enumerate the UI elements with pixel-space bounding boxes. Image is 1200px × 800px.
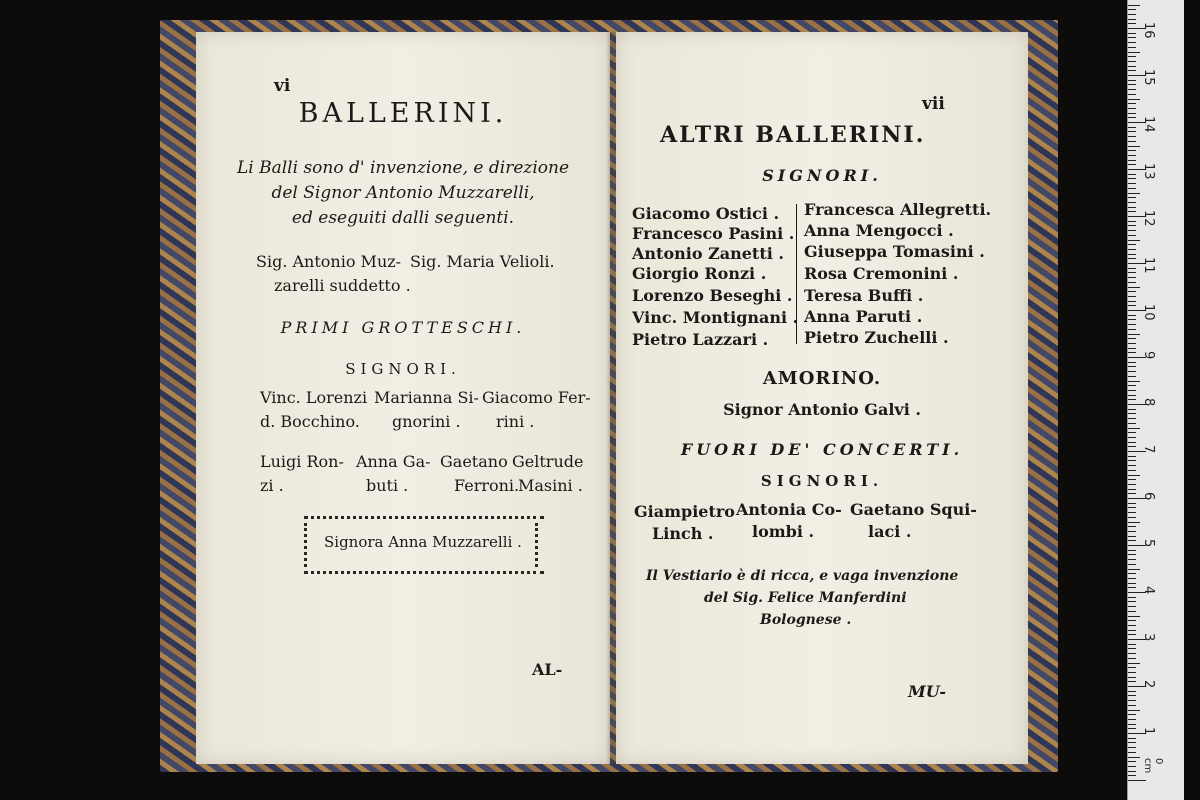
right-col-name-5: Teresa Buffi . — [804, 286, 924, 305]
ruler-tick — [1128, 338, 1136, 339]
ruler-tick — [1128, 475, 1140, 476]
ruler-tick — [1128, 578, 1136, 579]
ruler-tick — [1128, 456, 1136, 457]
ruler-tick — [1128, 141, 1136, 142]
intro-line-2: del Signor Antonio Muzzarelli, — [271, 183, 535, 203]
grotteschi-r2-c2-b: buti . — [366, 476, 409, 495]
ruler-tick — [1128, 766, 1136, 767]
ruler-tick — [1128, 329, 1136, 330]
ruler-tick — [1128, 606, 1136, 607]
ruler-tick — [1128, 348, 1136, 349]
ruler-number: 8 — [1141, 398, 1156, 407]
ruler-tick — [1128, 52, 1140, 53]
left-col-name-3: Antonio Zanetti . — [632, 244, 784, 263]
ruler-number: 12 — [1141, 210, 1156, 227]
ruler-tick — [1128, 127, 1136, 128]
measuring-ruler — [1127, 0, 1184, 800]
ruler-tick — [1128, 343, 1136, 344]
ruler-tick — [1128, 103, 1136, 104]
ruler-tick — [1128, 84, 1136, 85]
ruler-tick — [1128, 197, 1136, 198]
ruler-tick — [1128, 89, 1136, 90]
ruler-tick — [1128, 37, 1136, 38]
ruler-tick — [1128, 70, 1136, 71]
ruler-tick — [1128, 117, 1136, 118]
ruler-tick — [1128, 324, 1136, 325]
ruler-tick — [1128, 484, 1136, 485]
section-primi-grotteschi: PRIMI GROTTESCHI. — [280, 318, 526, 337]
ruler-tick — [1128, 136, 1136, 137]
ruler-tick — [1128, 352, 1136, 353]
right-col-name-2: Anna Mengocci . — [804, 221, 954, 240]
ruler-number: 4 — [1141, 586, 1156, 595]
principal-1-line-1: Sig. Antonio Muz- — [256, 252, 402, 271]
right-col-name-4: Rosa Cremonini . — [804, 264, 959, 283]
signori-label-left: SIGNORI. — [345, 360, 461, 378]
ruler-tick — [1128, 272, 1136, 273]
vestiario-line-3: Bolognese . — [760, 612, 852, 628]
ruler-tick — [1128, 771, 1136, 772]
grotteschi-r1-c2-a: Marianna Si- — [374, 388, 479, 407]
right-col-name-6: Anna Paruti . — [804, 307, 923, 326]
left-col-name-1: Giacomo Ostici . — [632, 204, 780, 223]
ruler-tick — [1128, 418, 1136, 419]
ruler-tick — [1128, 56, 1136, 57]
ruler-tick — [1128, 630, 1136, 631]
ruler-tick — [1128, 554, 1136, 555]
ruler-tick — [1128, 315, 1136, 316]
intro-line-1: Li Balli sono d' invenzione, e direzione — [236, 158, 570, 178]
ruler-tick — [1128, 164, 1136, 165]
intro-line-3: ed eseguiti dalli seguenti. — [291, 208, 515, 228]
ruler-tick — [1128, 752, 1136, 753]
fuori-name-3-b: laci . — [868, 522, 912, 541]
ruler-tick — [1128, 150, 1136, 151]
ruler-tick — [1128, 761, 1136, 762]
ruler-number: 2 — [1141, 680, 1156, 689]
ruler-tick — [1128, 522, 1140, 523]
ruler-tick — [1128, 470, 1136, 471]
page-number-right: vii — [922, 94, 945, 114]
ruler-tick — [1128, 564, 1136, 565]
ruler-tick — [1128, 409, 1136, 410]
ruler-tick — [1128, 399, 1136, 400]
ruler-tick — [1128, 230, 1136, 231]
ruler-tick — [1128, 155, 1136, 156]
ruler-tick — [1128, 724, 1136, 725]
page-number-left: vi — [274, 76, 291, 96]
ruler-tick — [1128, 634, 1136, 635]
ruler-tick — [1128, 747, 1136, 748]
ruler-tick — [1128, 611, 1136, 612]
ruler-tick — [1128, 258, 1136, 259]
ruler-tick — [1128, 625, 1136, 626]
ruler-tick — [1128, 507, 1136, 508]
ruler-tick — [1128, 672, 1136, 673]
ruler-tick — [1128, 710, 1140, 711]
grotteschi-r2-c1-a: Luigi Ron- — [260, 452, 344, 471]
ruler-number: 1 — [1141, 727, 1156, 736]
ruler-tick — [1128, 376, 1136, 377]
right-col-name-3: Giuseppa Tomasini . — [804, 242, 985, 261]
grotteschi-r2-c3-a: Gaetano — [440, 452, 508, 471]
left-page — [196, 32, 610, 764]
page-title-left: BALLERINI. — [298, 98, 508, 129]
ruler-tick — [1128, 225, 1136, 226]
ruler-tick — [1128, 573, 1136, 574]
ruler-tick — [1128, 249, 1136, 250]
vestiario-line-1: Il Vestiario è di ricca, e vaga invenzione — [646, 568, 959, 584]
ruler-tick — [1128, 695, 1136, 696]
ruler-tick — [1128, 705, 1136, 706]
grotteschi-r1-c1-a: Vinc. Lorenzi — [260, 388, 368, 407]
ruler-tick — [1128, 296, 1136, 297]
ruler-tick — [1128, 738, 1136, 739]
ruler-number: 13 — [1141, 163, 1156, 180]
ruler-tick — [1128, 597, 1136, 598]
ruler-tick — [1128, 193, 1140, 194]
ruler-tick — [1128, 277, 1136, 278]
ruler-tick — [1128, 663, 1140, 664]
ruler-tick — [1128, 714, 1136, 715]
fuori-name-3-a: Gaetano Squi- — [850, 500, 977, 519]
ruler-tick — [1128, 183, 1136, 184]
ruler-tick — [1128, 33, 1136, 34]
vestiario-line-2: del Sig. Felice Manferdini — [704, 590, 907, 606]
ruler-tick — [1128, 493, 1136, 494]
ruler-tick — [1128, 559, 1136, 560]
ruler-tick — [1128, 780, 1146, 781]
ruler-tick — [1128, 390, 1136, 391]
ruler-number: 9 — [1141, 351, 1156, 360]
ruler-tick — [1128, 305, 1136, 306]
ruler-tick — [1128, 536, 1136, 537]
ruler-tick — [1128, 437, 1136, 438]
ruler-tick — [1128, 428, 1140, 429]
principal-1-line-2: zarelli suddetto . — [274, 276, 411, 295]
ruler-tick — [1128, 61, 1136, 62]
ruler-tick — [1128, 381, 1140, 382]
ruler-tick — [1128, 240, 1140, 241]
signori-label-right: SIGNORI. — [762, 166, 882, 185]
grotteschi-r2-c3-b: Ferroni. — [454, 476, 520, 495]
amorino-name: Signor Antonio Galvi . — [723, 400, 921, 419]
ruler-tick — [1128, 601, 1136, 602]
ruler-tick — [1128, 423, 1136, 424]
ruler-tick — [1128, 366, 1136, 367]
principal-2: Sig. Maria Velioli. — [410, 252, 555, 271]
ruler-tick — [1128, 282, 1136, 283]
column-divider — [796, 204, 797, 344]
ruler-tick — [1128, 757, 1140, 758]
catchword-right: MU- — [908, 682, 947, 701]
fuori-name-2-b: lombi . — [752, 522, 815, 541]
ruler-number: 6 — [1141, 492, 1156, 501]
ruler-tick — [1128, 268, 1136, 269]
ruler-tick — [1128, 517, 1136, 518]
ruler-tick — [1128, 202, 1136, 203]
ruler-tick — [1128, 432, 1136, 433]
ruler-tick — [1128, 131, 1136, 132]
grotteschi-r2-c4-a: Geltrude — [512, 452, 584, 471]
ruler-tick — [1128, 42, 1136, 43]
ruler-number: 3 — [1141, 633, 1156, 642]
ruler-tick — [1128, 160, 1136, 161]
ruler-tick — [1128, 188, 1136, 189]
ruler-number: 7 — [1141, 445, 1156, 454]
ruler-tick — [1128, 413, 1136, 414]
ruler-tick — [1128, 526, 1136, 527]
ruler-number: 14 — [1141, 116, 1156, 133]
ruler-tick — [1128, 207, 1136, 208]
ruler-tick — [1128, 616, 1140, 617]
ruler-tick — [1128, 19, 1136, 20]
ruler-tick — [1128, 775, 1136, 776]
ruler-tick — [1128, 319, 1136, 320]
ruler-tick — [1128, 648, 1136, 649]
ruler-tick — [1128, 235, 1136, 236]
ruler-tick — [1128, 174, 1136, 175]
ruler-tick — [1128, 667, 1136, 668]
grotteschi-r1-c3-b: rini . — [496, 412, 535, 431]
ruler-tick — [1128, 681, 1136, 682]
ruler-number: 10 — [1141, 304, 1156, 321]
ruler-tick — [1128, 301, 1136, 302]
ruler-tick — [1128, 362, 1136, 363]
fuori-name-1-b: Linch . — [652, 524, 714, 543]
grotteschi-r1-c3-a: Giacomo Fer- — [482, 388, 591, 407]
ruler-tick — [1128, 653, 1136, 654]
ruler-tick — [1128, 23, 1136, 24]
ruler-tick — [1128, 146, 1140, 147]
ruler-tick — [1128, 94, 1136, 95]
left-col-name-5: Lorenzo Beseghi . — [632, 286, 793, 305]
ruler-tick — [1128, 211, 1136, 212]
ruler-tick — [1128, 9, 1136, 10]
ruler-tick — [1128, 512, 1136, 513]
ruler-tick — [1128, 446, 1136, 447]
ruler-tick — [1128, 108, 1136, 109]
ruler-tick — [1128, 5, 1140, 6]
signori-label-right-2: SIGNORI. — [760, 472, 884, 490]
ornamental-frame — [304, 516, 544, 574]
left-col-name-2: Francesco Pasini . — [632, 224, 795, 243]
ruler-tick — [1128, 334, 1140, 335]
ruler-tick — [1128, 254, 1136, 255]
ruler-tick — [1128, 287, 1140, 288]
ruler-tick — [1128, 742, 1136, 743]
ruler-tick — [1128, 587, 1136, 588]
ruler-tick — [1128, 540, 1136, 541]
ruler-tick — [1128, 291, 1136, 292]
ruler-number: 5 — [1141, 539, 1156, 548]
ruler-tick — [1128, 550, 1136, 551]
left-col-name-6: Vinc. Montignani . — [632, 308, 799, 327]
grotteschi-r2-c2-a: Anna Ga- — [356, 452, 431, 471]
ruler-tick — [1128, 99, 1140, 100]
ruler-tick — [1128, 465, 1136, 466]
ruler-tick — [1128, 66, 1136, 67]
right-col-name-7: Pietro Zuchelli . — [804, 328, 949, 347]
ruler-tick — [1128, 371, 1136, 372]
left-col-name-4: Giorgio Ronzi . — [632, 264, 767, 283]
ruler-tick — [1128, 244, 1136, 245]
ruler-number: 15 — [1141, 69, 1156, 86]
ruler-tick — [1128, 14, 1136, 15]
grotteschi-r1-c2-b: gnorini . — [392, 412, 461, 431]
ruler-tick — [1128, 221, 1136, 222]
right-col-name-1: Francesca Allegretti. — [804, 200, 992, 219]
ruler-tick — [1128, 47, 1136, 48]
ornament-box-text: Signora Anna Muzzarelli . — [324, 533, 522, 551]
ruler-tick — [1128, 395, 1136, 396]
ruler-tick — [1128, 620, 1136, 621]
left-col-name-7: Pietro Lazzari . — [632, 330, 769, 349]
page-title-right: ALTRI BALLERINI. — [660, 122, 926, 148]
ruler-tick — [1128, 583, 1136, 584]
amorino-heading: AMORINO. — [762, 368, 882, 389]
ruler-tick — [1128, 728, 1136, 729]
catchword-left: AL- — [532, 660, 563, 679]
grotteschi-r2-c4-b: Masini . — [518, 476, 583, 495]
grotteschi-r2-c1-b: zi . — [260, 476, 284, 495]
ruler-tick — [1128, 677, 1136, 678]
ruler-tick — [1128, 569, 1140, 570]
ruler-number: 11 — [1141, 257, 1156, 274]
ruler-tick — [1128, 691, 1136, 692]
grotteschi-r1-c1-b: d. Bocchino. — [260, 412, 360, 431]
right-page — [616, 32, 1028, 764]
ruler-tick — [1128, 531, 1136, 532]
ruler-tick — [1128, 719, 1136, 720]
ruler-tick — [1128, 658, 1136, 659]
ruler-tick — [1128, 644, 1136, 645]
ruler-tick — [1128, 489, 1136, 490]
fuori-name-2-a: Antonia Co- — [736, 500, 842, 519]
ruler-number: 16 — [1141, 22, 1156, 39]
ruler-tick — [1128, 460, 1136, 461]
ruler-tick — [1128, 442, 1136, 443]
ruler-tick — [1128, 385, 1136, 386]
ruler-tick — [1128, 479, 1136, 480]
ruler-tick — [1128, 113, 1136, 114]
ruler-tick — [1128, 503, 1136, 504]
ruler-tick — [1128, 178, 1136, 179]
fuori-name-1-a: Giampietro — [634, 502, 735, 521]
ruler-tick — [1128, 80, 1136, 81]
ruler-unit-label: 0 cm — [1142, 758, 1164, 774]
ruler-tick — [1128, 700, 1136, 701]
fuori-heading: FUORI DE' CONCERTI. — [680, 440, 964, 459]
